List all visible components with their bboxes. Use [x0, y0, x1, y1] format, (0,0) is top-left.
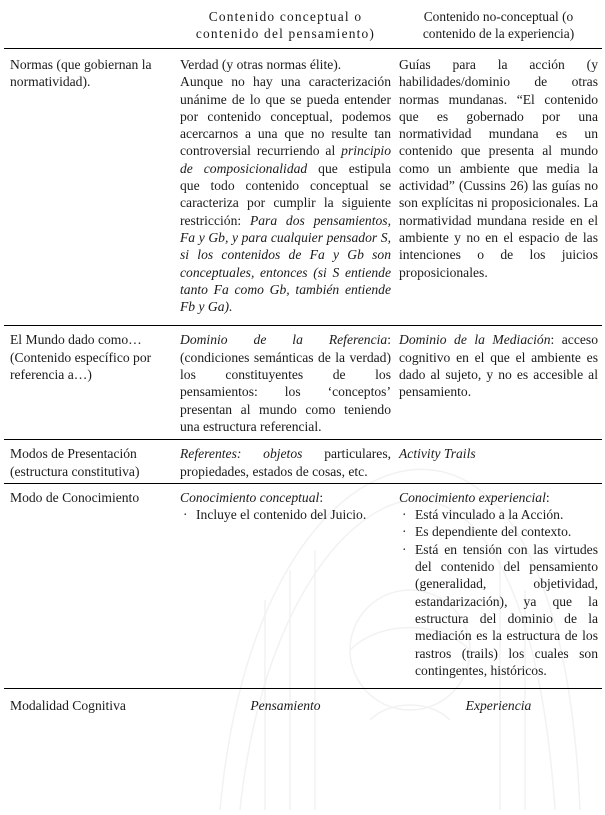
text-run: : acceso cognitivo en el que el ambiente es dado al sujeto, y no es accesible al pensamiento.: [399, 332, 598, 400]
bullet: ·: [402, 541, 407, 557]
row-label: Modo de Conocimiento: [4, 483, 176, 688]
colon: :: [545, 489, 550, 505]
conocimiento-conceptual-cell: [176, 483, 395, 688]
conocimiento-no-conceptual-cell: [395, 483, 602, 688]
row-mundo: [4, 326, 602, 440]
row-label: Modalidad Cognitiva: [4, 689, 176, 721]
list-item-text: Es dependiente del contexto.: [415, 524, 572, 540]
modos-conceptual-cell: [176, 440, 395, 484]
row-modos: [4, 440, 602, 484]
colon: :: [319, 489, 324, 505]
list-item-text: Está vinculado a la Acción.: [415, 507, 564, 523]
row-normas: [4, 49, 602, 326]
text-run: Aunque no hay una caracterización unánime de lo que se pueda entender por contenido conceptual, podemos acercarnos a una que no resulte tan controversial recurriendo al: [180, 74, 391, 159]
experiencial-bullet-list: [399, 506, 598, 679]
italic-run: Activity Trails: [399, 446, 476, 462]
list-item-text: Está en tensión con las virtudes del contenido del pensamiento (generalidad, objetividad, estandarización), ya que la estructura del dominio de la mediación es la estructura de los rastros (trails) los cuales son contingentes, históricos.: [415, 541, 598, 678]
normas-conceptual-cell: [176, 49, 395, 326]
header-col1: [4, 5, 176, 49]
list-item: [399, 506, 598, 523]
list-item: [399, 541, 598, 679]
normas-verdad: Verdad (y otras normas élite).: [180, 57, 342, 72]
italic-run: Conocimiento experiencial: [399, 489, 546, 505]
text-run: particulares, propiedades, estados de cosas, etc.: [180, 446, 392, 479]
mundo-conceptual-cell: [176, 326, 395, 440]
row-modalidad: [4, 689, 602, 721]
mundo-no-conceptual-cell: [395, 326, 602, 440]
header-no-conceptual: Contenido no-conceptual (o contenido de la experiencia): [422, 9, 575, 42]
list-item: [180, 506, 391, 523]
header-conceptual: Contenido conceptual o contenido del pensamiento): [195, 9, 376, 42]
italic-run: Referentes: objetos: [180, 446, 303, 462]
text-run: que estipula que todo contenido conceptual se caracteriza por cumplir la siguiente restricción:: [180, 160, 391, 228]
normas-no-conceptual-cell: Guías para la acción (y habilidades/dominio de otras normas mundanas. “El contenido que es gobernado por una normatividad mundana es un contenido que presenta al mundo como un ambiente que media la actividad” (Cussins 26) las guías no son explícitas ni proposicionales. La normatividad mundana reside en el ambiente y no en el espacio de las intenciones o de los juicios proposicionales.: [395, 49, 602, 326]
modos-no-conceptual-cell: [395, 440, 602, 484]
list-item-text: Incluye el contenido del Juicio.: [196, 507, 367, 523]
comparison-table: [4, 5, 602, 720]
list-item: [399, 523, 598, 540]
row-label: Normas (que gobiernan la normatividad).: [4, 49, 176, 326]
modalidad-conceptual-cell: Pensamiento: [176, 689, 395, 721]
italic-run: Para dos pensamientos, Fa y Gb, y para cualquier pensador S, si los contenidos de Fa y Gb son conceptuales, entonces (si S entiende tanto Fa como Gb, también entiende Fb y Ga).: [180, 212, 391, 315]
modalidad-no-conceptual-cell: Experiencia: [395, 689, 602, 721]
italic-run: Conocimiento conceptual: [180, 489, 320, 505]
italic-run: Dominio de la Referencia: [180, 332, 388, 348]
italic-run: Dominio de la Mediación: [399, 332, 551, 348]
row-label: El Mundo dado como… (Contenido específico por referencia a…): [4, 326, 176, 440]
bullet: ·: [402, 507, 407, 523]
text-run: : (condiciones semánticas de la verdad) los constituyentes de los pensamientos: los ‘conceptos’ presentan al mundo como teniendo una estructura referencial.: [180, 332, 391, 434]
header-row: [4, 5, 602, 49]
bullet: ·: [402, 524, 407, 540]
conceptual-bullet-list: [180, 506, 391, 523]
normas-conceptual-text: [180, 73, 391, 315]
bullet: ·: [183, 507, 188, 523]
italic-run: principio de composicionalidad: [180, 143, 391, 176]
row-label: Modos de Presentación (estructura constitutiva): [4, 440, 176, 484]
row-modo-conocimiento: [4, 483, 602, 688]
